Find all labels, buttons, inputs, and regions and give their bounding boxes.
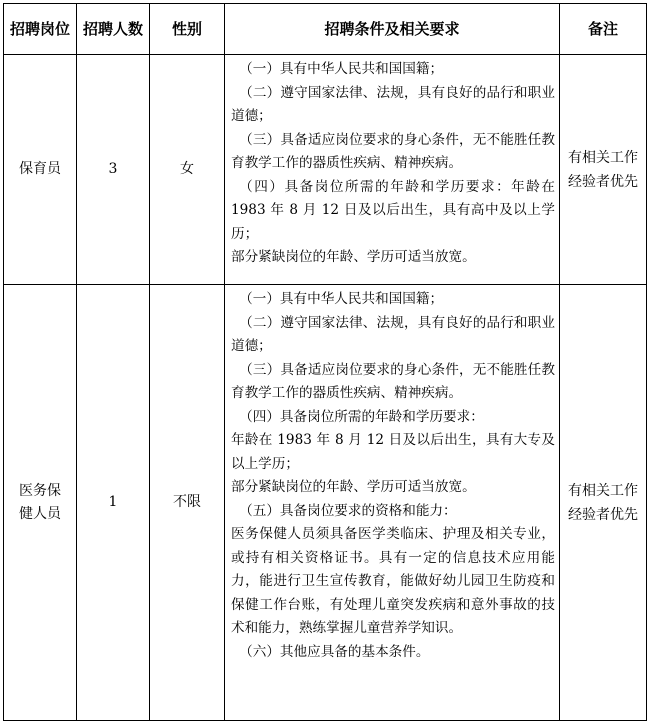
- position-cell: 保育员: [4, 55, 77, 285]
- remarks-cell: 有相关工作经验者优先: [560, 285, 647, 721]
- requirement-paragraph: （三）具备适应岗位要求的身心条件，无不能胜任教育教学工作的器质性疾病、精神疾病。: [231, 361, 555, 401]
- gender-cell: 不限: [150, 285, 225, 721]
- header-count: 招聘人数: [77, 4, 150, 55]
- requirement-paragraph: （一）具有中华人民共和国国籍；: [239, 61, 444, 77]
- requirement-paragraph: 部分紧缺岗位的年龄、学历可适当放宽。: [231, 479, 476, 495]
- table-row: [4, 285, 647, 721]
- requirement-paragraph: （一）具有中华人民共和国国籍；: [239, 291, 444, 307]
- requirement-paragraph: （四）具备岗位所需的年龄和学历要求：: [239, 408, 484, 425]
- requirement-paragraph: （二）遵守国家法律、法规，具有良好的品行和职业道德；: [231, 314, 555, 354]
- requirement-paragraph: 医务保健人员须具备医学类临床、护理及相关专业，或持有相关资格证书。具有一定的信息技术应用能力，能进行卫生宣传教育，能做好幼儿园卫生防疫和保健工作台账，有处理儿童突发疾病和意外事故的技术和能力，熟练掌握儿童营养学知识。: [231, 526, 555, 636]
- header-row: [4, 4, 647, 55]
- remarks-cell: 有相关工作经验者优先: [560, 55, 647, 285]
- requirements-cell: [225, 55, 560, 285]
- requirement-paragraph: （二）遵守国家法律、法规，具有良好的品行和职业道德；: [231, 84, 555, 124]
- recruitment-table: [3, 3, 647, 721]
- count-cell: 1: [77, 285, 150, 721]
- requirement-paragraph: 部分紧缺岗位的年龄、学历可适当放宽。: [231, 249, 476, 265]
- requirement-paragraph: （六）其他应具备的基本条件。: [239, 643, 430, 660]
- requirement-paragraph: （三）具备适应岗位要求的身心条件，无不能胜任教育教学工作的器质性疾病、精神疾病。: [231, 131, 555, 171]
- count-cell: 3: [77, 55, 150, 285]
- requirement-paragraph: （五）具备岗位要求的资格和能力：: [239, 502, 457, 519]
- gender-cell: 女: [150, 55, 225, 285]
- position-cell: 医务保健人员: [4, 285, 77, 721]
- header-gender: 性别: [150, 4, 225, 55]
- requirement-paragraph: 年龄在 1983 年 8 月 12 日及以后出生，具有大专及以上学历；: [231, 432, 555, 472]
- requirements-cell: [225, 285, 560, 721]
- header-requirements: 招聘条件及相关要求: [225, 4, 560, 55]
- table-row: [4, 55, 647, 285]
- requirement-paragraph: （四）具备岗位所需的年龄和学历要求：年龄在1983 年 8 月 12 日及以后出生，具有高中及以上学历；: [231, 178, 555, 242]
- header-position: 招聘岗位: [4, 4, 77, 55]
- header-remarks: 备注: [560, 4, 647, 55]
